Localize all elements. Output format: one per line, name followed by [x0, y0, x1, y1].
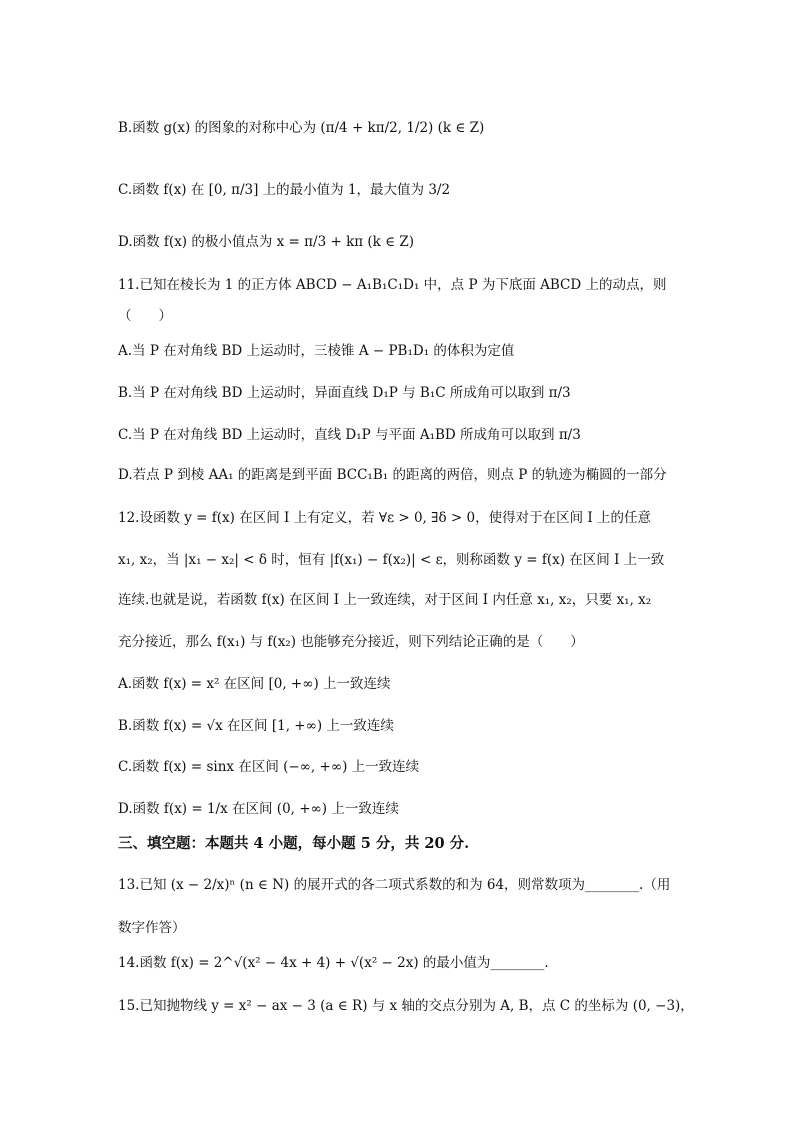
question-15-stem: 15.已知抛物线 y = x² − ax − 3 (a ∈ R) 与 x 轴的交点分别为 A, B，点 C 的坐标为 (0, −3)， — [118, 998, 694, 1014]
question-12-stem-3: 连续.也就是说，若函数 f(x) 在区间 I 上一致连续，对于区间 I 内任意 x₁, x₂，只要 x₁, x₂ — [118, 592, 652, 608]
question-12-stem-1: 12.设函数 y = f(x) 在区间 I 上有定义，若 ∀ε > 0, ∃δ > 0，使得对于在区间 I 上的任意 — [118, 510, 651, 526]
option-10b: B.函数 g(x) 的图象的对称中心为 (π/4 + kπ/2, 1/2) (k ∈ Z) — [118, 120, 485, 136]
option-11b: B.当 P 在对角线 BD 上运动时，异面直线 D₁P 与 B₁C 所成角可以取到 π/3 — [118, 385, 571, 401]
question-11-stem: 11.已知在棱长为 1 的正方体 ABCD − A₁B₁C₁D₁ 中，点 P 为下底面 ABCD 上的动点，则 — [118, 277, 667, 293]
question-13-stem: 13.已知 (x − 2/x)ⁿ (n ∈ N) 的展开式的各二项式系数的和为 64，则常数项为________.（用 — [118, 877, 671, 893]
question-14: 14.函数 f(x) = 2^√(x² − 4x + 4) + √(x² − 2x) 的最小值为________. — [118, 955, 549, 971]
question-12-stem-4: 充分接近，那么 f(x₁) 与 f(x₂) 也能够充分接近，则下列结论正确的是（ ） — [118, 634, 584, 650]
question-12-stem-2: x₁, x₂，当 |x₁ − x₂| < δ 时，恒有 |f(x₁) − f(x₂)| < ε，则称函数 y = f(x) 在区间 I 上一致 — [118, 552, 665, 568]
option-11d: D.若点 P 到棱 AA₁ 的距离是到平面 BCC₁B₁ 的距离的两倍，则点 P 的轨迹为椭圆的一部分 — [118, 467, 667, 483]
option-11a: A.当 P 在对角线 BD 上运动时，三棱锥 A − PB₁D₁ 的体积为定值 — [118, 343, 515, 359]
option-11c: C.当 P 在对角线 BD 上运动时，直线 D₁P 与平面 A₁BD 所成角可以取到 π/3 — [118, 427, 581, 443]
option-12c: C.函数 f(x) = sinx 在区间 (−∞, +∞) 上一致连续 — [118, 759, 420, 775]
option-12d: D.函数 f(x) = 1/x 在区间 (0, +∞) 上一致连续 — [118, 801, 399, 817]
option-12a: A.函数 f(x) = x² 在区间 [0, +∞) 上一致连续 — [118, 676, 391, 692]
option-10d: D.函数 f(x) 的极小值点为 x = π/3 + kπ (k ∈ Z) — [118, 234, 415, 250]
option-10c: C.函数 f(x) 在 [0, π/3] 上的最小值为 1，最大值为 3/2 — [118, 182, 451, 198]
option-12b: B.函数 f(x) = √x 在区间 [1, +∞) 上一致连续 — [118, 718, 394, 734]
question-11-bracket: （ ） — [118, 308, 172, 324]
question-13-note: 数字作答） — [118, 920, 186, 936]
section-heading: 三、填空题：本题共 4 小题，每小题 5 分，共 20 分. — [118, 835, 470, 852]
